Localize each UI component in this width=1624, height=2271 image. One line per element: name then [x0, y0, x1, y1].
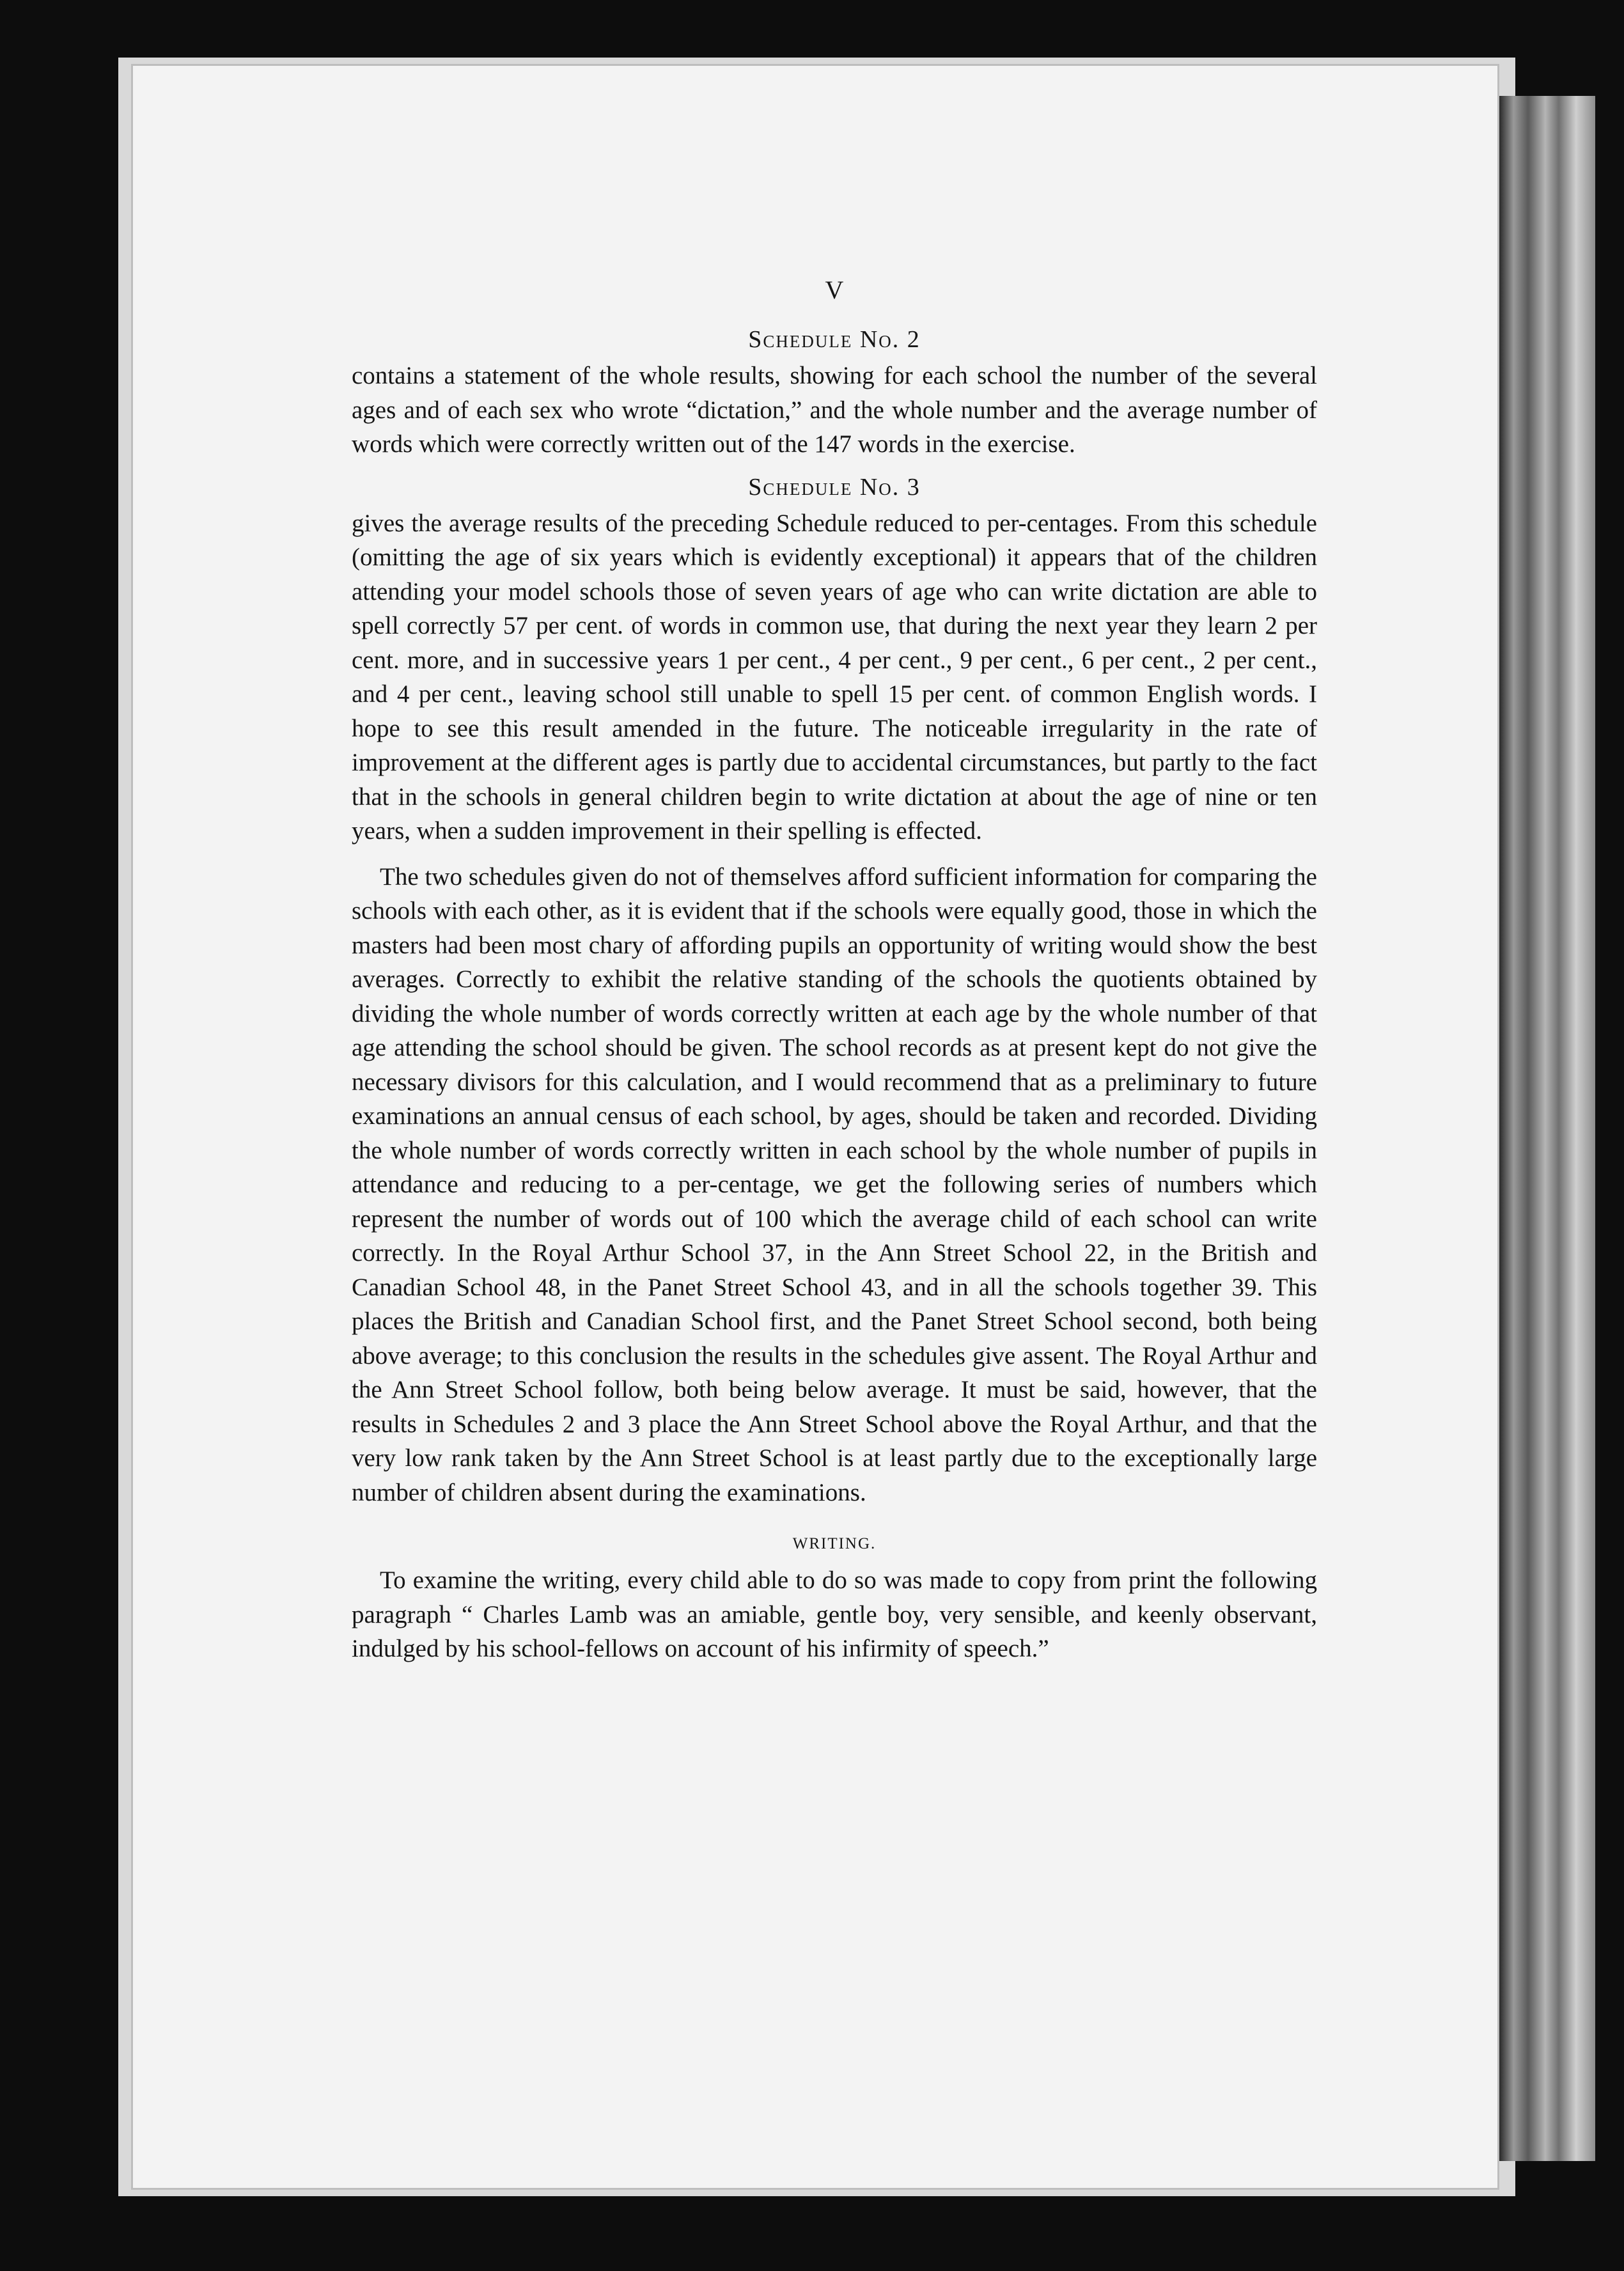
- page-text: [352, 275, 1317, 1678]
- binding-edge: [1499, 96, 1595, 2161]
- section-heading-schedule-2: Schedule No. 2: [748, 326, 921, 353]
- section-heading-schedule-3: Schedule No. 3: [748, 473, 921, 501]
- section-heading-writing: WRITING.: [792, 1535, 877, 1552]
- paragraph-writing: To examine the writing, every child able to do so was made to copy from print the following paragraph “ Charles Lamb was an amiable, gentle boy, very sensible, and keenly observant, indulged by his school-fellows on account of his infirmity of speech.”: [352, 1566, 1317, 1662]
- paragraph-comparison: The two schedules given do not of themselves afford sufficient information for comparing the schools with each other, as it is evident that if the schools were equally good, those in which the masters had been most chary of affording pupils an opportunity of writing would show the best averages. Correctly to exhibit the relative standing of the schools the quotients obtained by dividing the whole number of words correctly written at each age by the whole number of that age attending the school should be given. The school records as at present kept do not give the necessary divisors for this calculation, and I would recommend that as a preliminary to future examinations an annual census of each school, by ages, should be taken and recorded. Dividing the whole number of words correctly written in each school by the whole number of pupils in attendance and reducing to a per-centage, we get the following series of numbers which represent the number of words out of 100 which the average child of each school can write correctly. In the Royal Arthur School 37, in the Ann Street School 22, in the British and Canadian School 48, in the Panet Street School 43, and in all the schools together 39. This places the British and Canadian School first, and the Panet Street School second, both being above average; to this conclusion the results in the schedules give assent. The Royal Arthur and the Ann Street School follow, both being below average. It must be said, however, that the results in Schedules 2 and 3 place the Ann Street School above the Royal Arthur, and that the very low rank taken by the Ann Street School is at least partly due to the exceptionally large number of children absent during the examinations.: [352, 862, 1317, 1506]
- paragraph-schedule-2: contains a statement of the whole results, showing for each school the number of the several ages and of each sex who wrote “dictation,” and the whole number and the average number of words which were correctly written out of the 147 words in the exercise.: [352, 362, 1317, 458]
- page-number: V: [825, 276, 844, 304]
- paragraph-schedule-3: gives the average results of the preceding Schedule reduced to per-centages. From this schedule (omitting the age of six years which is evidently exceptional) it appears that of the children attending your model schools those of seven years of age who can write dictation are able to spell correctly 57 per cent. of words in common use, that during the next year they learn 2 per cent. more, and in successive years 1 per cent., 4 per cent., 9 per cent., 6 per cent., 2 per cent., and 4 per cent., leaving school still unable to spell 15 per cent. of common English words. I hope to see this result amended in the future. The noticeable irregularity in the rate of improvement at the different ages is partly due to accidental circumstances, but partly to the fact that in the schools in general children begin to write dictation at about the age of nine or ten years, when a sudden improvement in their spelling is effected.: [352, 509, 1317, 845]
